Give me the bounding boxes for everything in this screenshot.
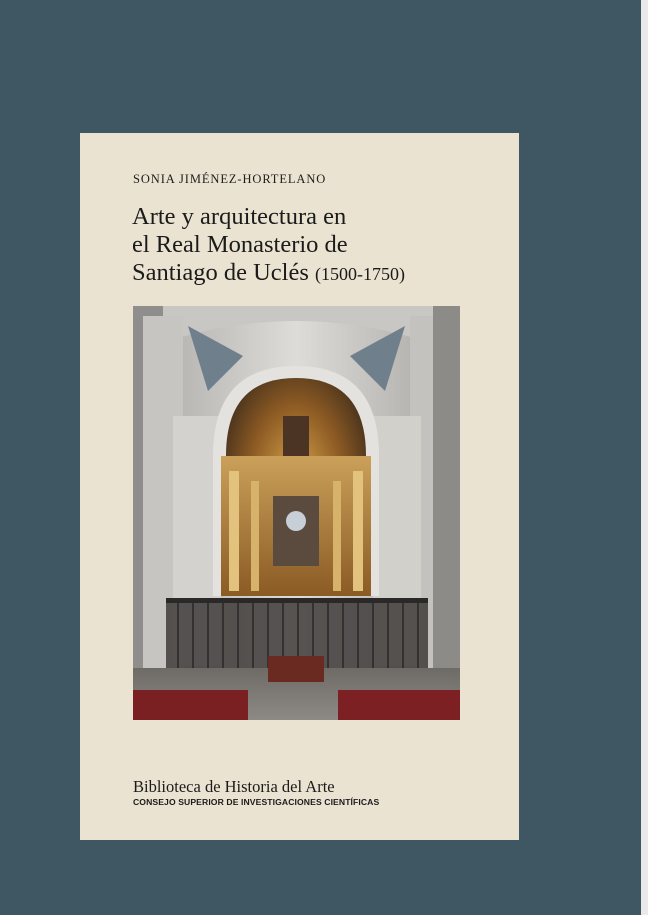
title-line-1: Arte y arquitectura en (132, 203, 347, 230)
series-title: Biblioteca de Historia del Arte (133, 777, 335, 796)
book-cover (80, 133, 519, 840)
cover-photo-altarpiece (133, 306, 460, 720)
title-years: (1500-1750) (315, 264, 406, 284)
publisher-name: CONSEJO SUPERIOR DE INVESTIGACIONES CIENTÍFICAS (133, 797, 380, 807)
title-line-2: el Real Monasterio de (132, 231, 348, 258)
page-edge (641, 0, 648, 915)
author-name: SONIA JIMÉNEZ-HORTELANO (133, 172, 327, 186)
title-line-3 (132, 259, 512, 288)
book-title (132, 203, 512, 288)
title-line-3-text: Santiago de Uclés (132, 259, 309, 286)
